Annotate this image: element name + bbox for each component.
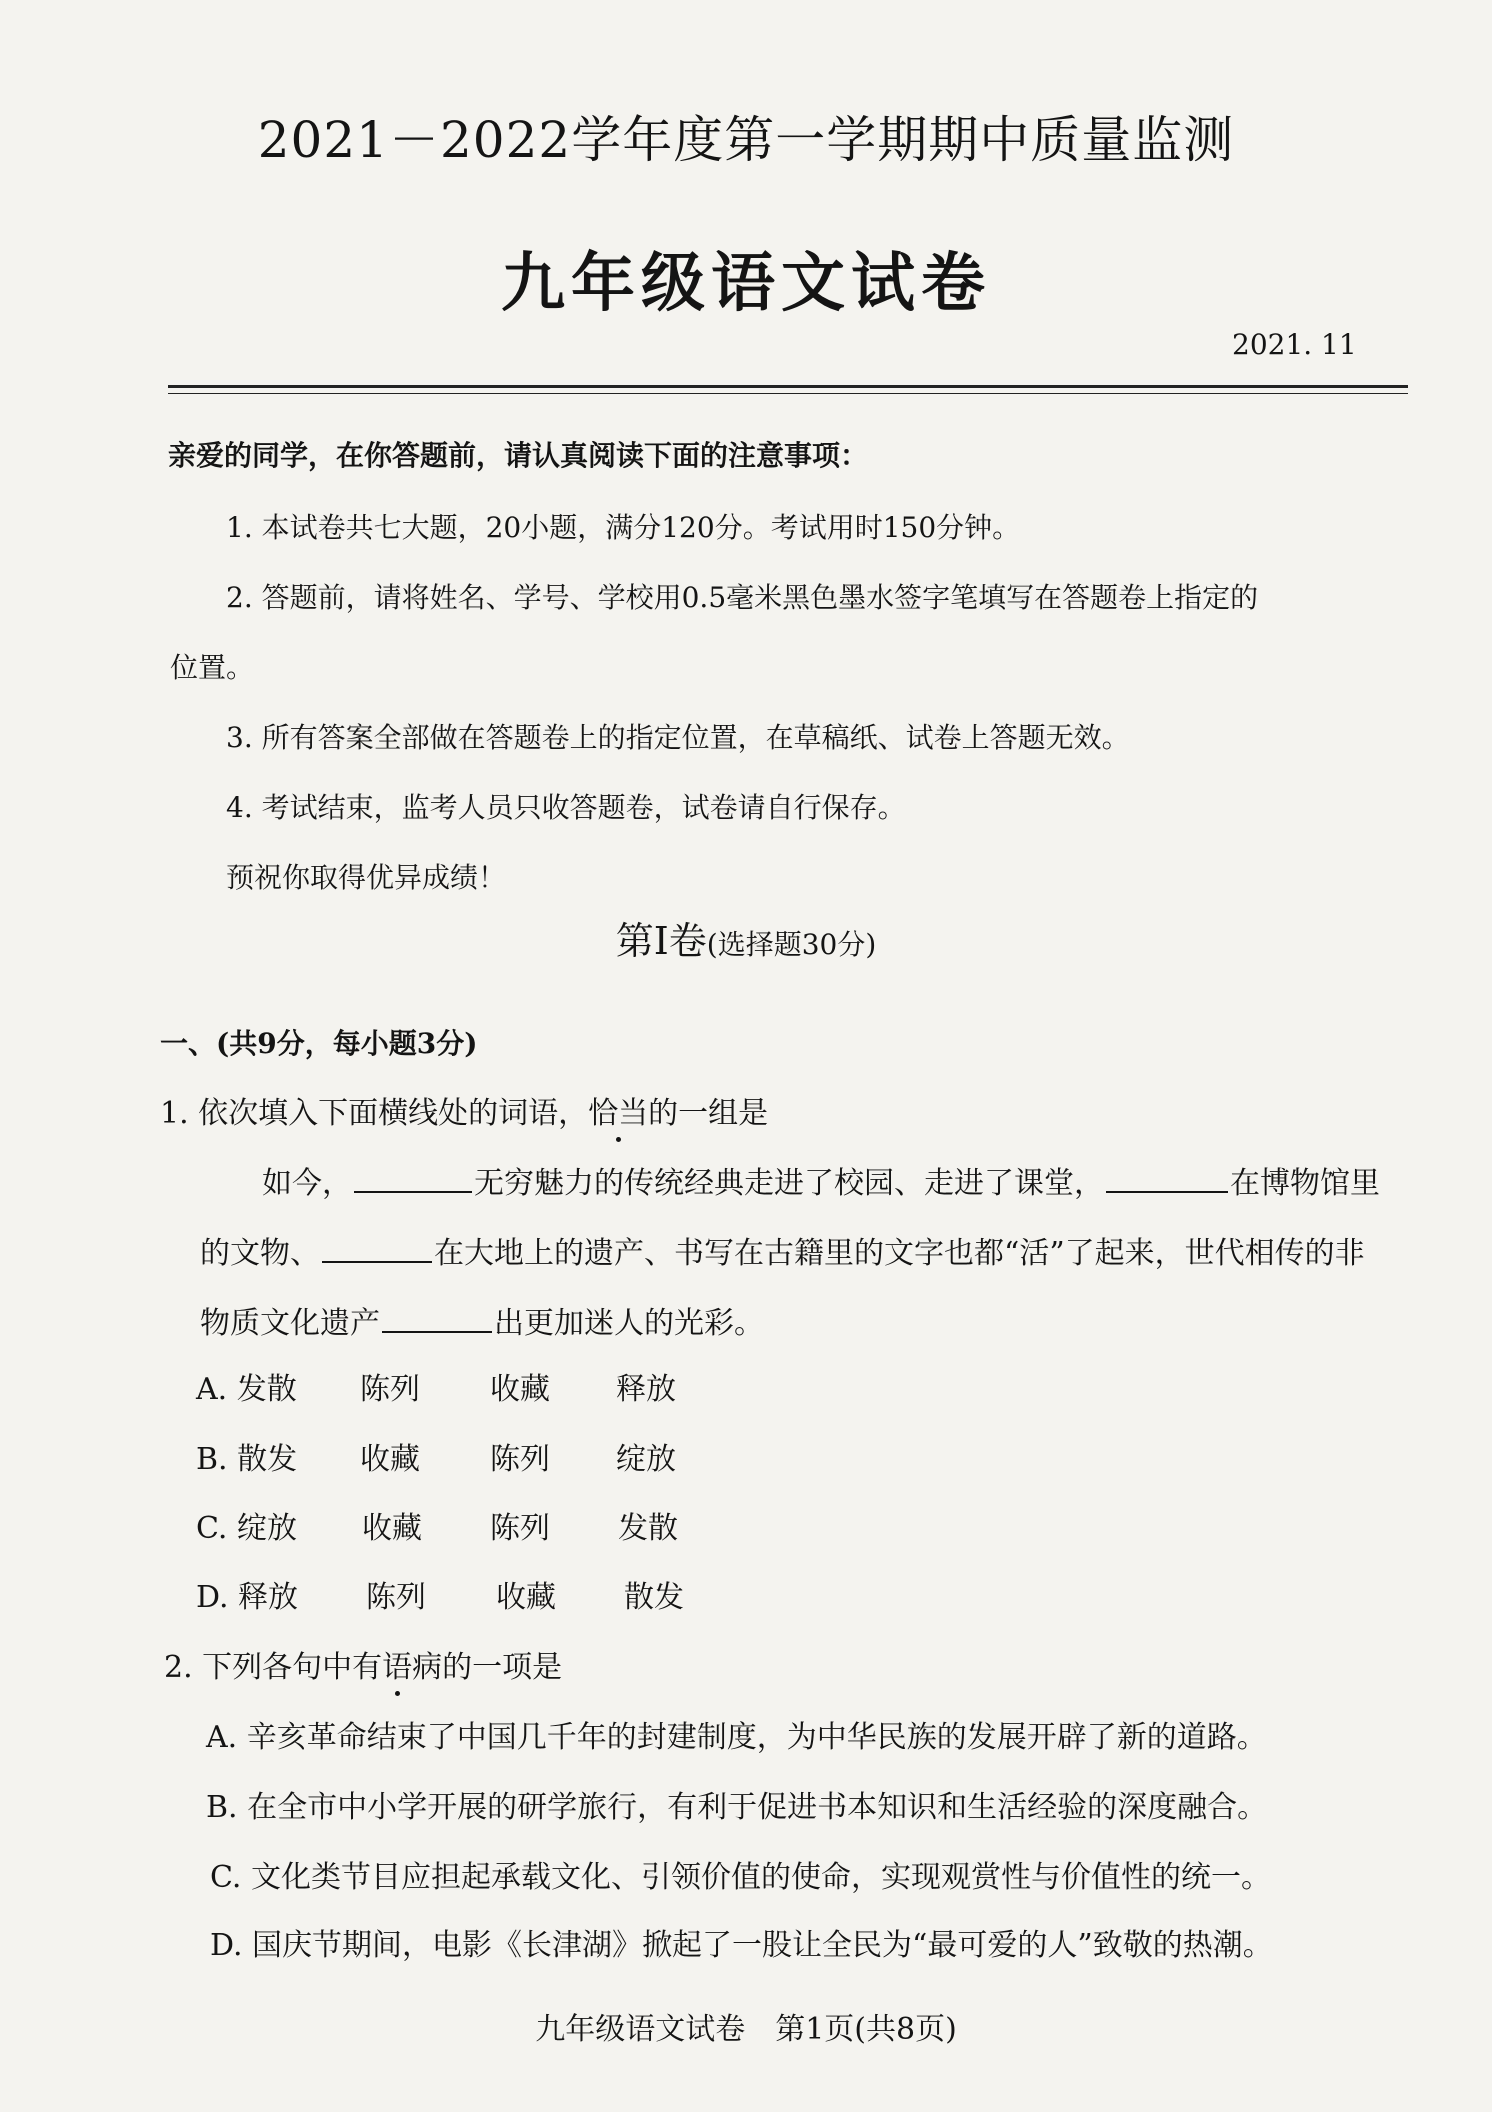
q2-option-d: D. 国庆节期间，电影《长津湖》掀起了一股让全民为“最可爱的人”致敬的热潮。 [210,1928,1273,1963]
notice-item-2-line-1: 2. 答题前，请将姓名、学号、学校用0.5毫米黑色墨水签字笔填写在答题卷上指定的 [226,581,1259,614]
notice-wish: 预祝你取得优异成绩！ [226,861,507,894]
header-rule-thin [168,393,1408,394]
q1-blank-3 [322,1237,432,1263]
q2-emphasis-word: 有语病 [352,1642,442,1686]
q1-blank-1 [354,1167,472,1193]
q1-blank-4 [382,1307,492,1333]
part-1-heading: 一、(共9分，每小题3分) [160,1027,478,1060]
q2-option-b: B. 在全市中小学开展的研学旅行，有利于促进书本知识和生活经验的深度融合。 [206,1790,1268,1825]
q1-option-b-word-2: 收藏 [360,1442,420,1477]
q1-option-b [196,1434,796,1477]
section-title [0,910,1492,965]
q1-option-b-word-1: B. 散发 [196,1442,298,1477]
q1-passage-line-3 [200,1298,764,1342]
q1-option-d-word-2: 陈列 [366,1580,426,1615]
q2-stem-text-b: 的一项是 [442,1650,563,1685]
q1-option-b-word-3: 陈列 [490,1442,550,1477]
q1-option-c [196,1503,796,1546]
q1-option-d-word-4: 散发 [624,1580,684,1615]
section-title-sub: (选择题30分) [706,928,877,961]
q2-option-c: C. 文化类节目应担起承载文化、引领价值的使命，实现观赏性与价值性的统一。 [210,1860,1271,1895]
q1-option-a-word-2: 陈列 [360,1372,420,1407]
q2-option-a: A. 辛亥革命结束了中国几千年的封建制度，为中华民族的发展开辟了新的道路。 [206,1720,1267,1755]
q1-passage-line-2 [200,1228,1365,1272]
q1-line3-text-a: 物质文化遗产 [200,1306,380,1341]
q1-option-d [196,1572,796,1615]
exam-title: 2021－2022学年度第一学期期中质量监测 [257,111,1235,169]
q1-option-c-word-2: 收藏 [362,1511,422,1546]
q1-line1-text-c: 在博物馆里 [1230,1166,1380,1201]
q1-line2-text-b: 在大地上的遗产、书写在古籍里的文字也都“活”了起来，世代相传的非 [434,1236,1365,1271]
notice-item-4: 4. 考试结束，监考人员只收答题卷，试卷请自行保存。 [226,791,906,824]
q1-line2-text-a: 的文物、 [200,1236,320,1271]
q1-line1-text-b: 无穷魅力的传统经典走进了校园、走进了课堂， [474,1166,1104,1201]
q1-option-d-word-3: 收藏 [496,1580,556,1615]
notice-item-3: 3. 所有答案全部做在答题卷上的指定位置，在草稿纸、试卷上答题无效。 [226,721,1130,754]
page-footer: 九年级语文试卷 第1页(共8页) [535,2012,957,2047]
q1-stem-text-a: 1. 依次填入下面横线处的词语， [160,1096,589,1131]
q1-option-a-word-4: 释放 [616,1372,676,1407]
q1-option-c-word-3: 陈列 [490,1511,550,1546]
exam-subtitle: 九年级语文试卷 [501,246,991,321]
q1-stem-text-b: 的一组是 [648,1096,769,1131]
q1-emphasis-word: 恰当 [588,1088,648,1132]
q1-option-b-word-4: 绽放 [616,1442,676,1477]
q1-option-d-word-1: D. 释放 [196,1580,299,1615]
q1-line1-text-a: 如今， [262,1166,352,1201]
notice-item-1: 1. 本试卷共七大题，20小题，满分120分。考试用时150分钟。 [226,511,1021,544]
section-title-main: 第Ⅰ卷 [615,919,707,963]
q1-passage-line-1 [262,1158,1380,1202]
q1-blank-2 [1106,1167,1228,1193]
notice-item-2-line-2: 位置。 [170,651,255,684]
q1-option-a-word-3: 收藏 [490,1372,550,1407]
question-1-stem [160,1088,768,1132]
notice-heading: 亲爱的同学，在你答题前，请认真阅读下面的注意事项： [168,439,869,472]
q1-line3-text-b: 出更加迷人的光彩。 [494,1306,764,1341]
q1-option-c-word-4: 发散 [618,1511,678,1546]
exam-date: 2021. 11 [1232,328,1357,361]
header-rule-thick [168,385,1408,388]
q1-option-a-word-1: A. 发散 [196,1372,297,1407]
q1-option-c-word-1: C. 绽放 [196,1511,297,1546]
question-2-stem [164,1642,562,1686]
q1-option-a [196,1364,796,1407]
q2-stem-text-a: 2. 下列各句中 [164,1650,353,1685]
